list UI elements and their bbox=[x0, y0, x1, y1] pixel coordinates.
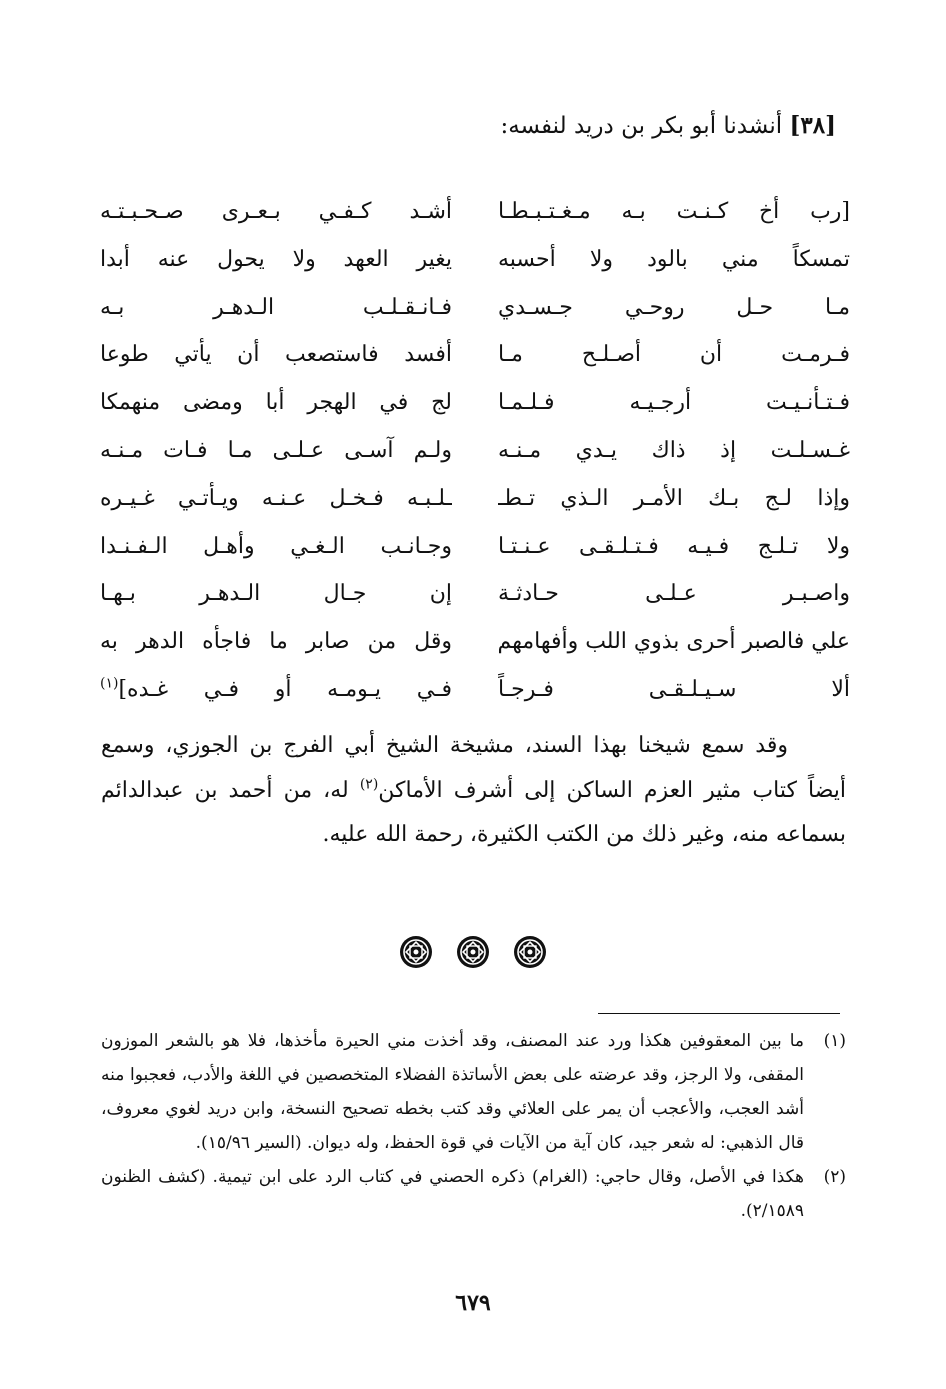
poem-line: وقل من صابر ما فاجأه الدهر به bbox=[100, 629, 452, 655]
footnote-text: ما بين المعقوفين هكذا ورد عند المصنف، وقد أخذت مني الحيرة مأخذها، فلا هو بالشعر الموزون المقفى، ولا الرجز، وقد عرضته على بعض الأساتذة الفضلاء المتخصصين في اللغة والأدب، فعجبوا منه أشد العجب، والأعجب أن يمر على العلائي وقد كتب بخطه تصحيح النسخة، وابن دريد لغوي معروف، قال الذهبي: له شعر جيد، كان آية من الآيات في قوة الحفظ، وله ديوان. (السير ١٥/٩٦). bbox=[101, 1031, 804, 1153]
poem-line: غـسـلـت إذ ذاك يـدي مـنـه bbox=[498, 437, 850, 463]
body-paragraph bbox=[101, 724, 846, 858]
paragraph-text-1: وقد سمع شيخنا بهذا السند، مشيخة الشيخ أبي الفرج بن الجوزي، وسمع أيضاً كتاب مثير العزم الساكن إلى أشرف الأماكن bbox=[101, 733, 847, 803]
poem-line: ألا سـيـلـقـى فـرجـاً bbox=[498, 676, 850, 702]
poem-line: لج في الهجر أبا ومضى منهمكا bbox=[100, 390, 452, 416]
poem-line: تمسكاً مني بالود ولا أحسبه bbox=[498, 246, 850, 272]
ornament-divider bbox=[398, 932, 548, 972]
page-number: ٦٧٩ bbox=[455, 1290, 491, 1316]
poem-line: واصـبـر عـلـى حـادثـة bbox=[498, 581, 850, 607]
section-title: أنشدنا أبو بكر بن دريد لنفسه: bbox=[500, 113, 783, 139]
poem-line: علي فالصبر أحرى بذوي اللب وأفهامهم bbox=[498, 629, 850, 655]
ornament-icon bbox=[398, 934, 434, 970]
poem-line: وجـانـب الـغـي وأهـل الـفـنـدا bbox=[100, 533, 452, 559]
poem-line: إن جـال الـدهـر بـهـا bbox=[100, 581, 452, 607]
poem-line: أشـد كـفـي بـعـرى صـحـبـتـه bbox=[100, 199, 452, 224]
footnotes bbox=[101, 1024, 846, 1228]
poem-line: ـلـبـه فـخـل عـنـه ويـأتـي غـيـره bbox=[100, 485, 452, 511]
section-heading bbox=[106, 106, 836, 146]
poem-line: فـتـأنـيـت أرجـيـه فـلـمـا bbox=[498, 390, 850, 416]
poem-right-column bbox=[498, 188, 850, 714]
poem-line-text: فـي يـومـه أو فـي غـده] bbox=[118, 676, 452, 702]
section-number: [٣٨] bbox=[789, 112, 836, 139]
poem-line: ولا تـلـج فـيـه فـتـلـقـى عـنـتـا bbox=[498, 533, 850, 559]
poem-line: فـانـقـلـب الـدهـر بـه bbox=[100, 294, 452, 320]
poem-line: [رب أخ كـنـت بـه مـغـتـبـطـا bbox=[498, 199, 850, 224]
footnote bbox=[101, 1024, 846, 1160]
footnote-ref-1[interactable]: (١) bbox=[100, 675, 119, 692]
footnote-number: (٢) bbox=[823, 1167, 846, 1187]
ornament-icon bbox=[455, 934, 491, 970]
poem-line: أفسد فاستصعب أن يأتي طوعا bbox=[100, 342, 452, 368]
poem-line: وإذا لـج بـك الأمـر الـذي تـطـ bbox=[498, 485, 850, 511]
footnote-number: (١) bbox=[823, 1031, 846, 1051]
paragraph-text-2: له، من أحمد بن عبدالدائم بسماعه منه، وغير ذلك من الكتب الكثيرة، رحمة الله عليه. bbox=[101, 777, 846, 847]
footnote-ref-2[interactable]: (٢) bbox=[359, 776, 379, 793]
poem-line: مـا حـل روحـي جـسـدي bbox=[498, 294, 850, 320]
footnote-text: هكذا في الأصل، وقال حاجي: (الغرام) ذكره الحصني في كتاب الرد على ابن تيمية. (كشف الظنون ٢/١٥٨٩). bbox=[101, 1167, 804, 1221]
poem-line-last bbox=[100, 666, 452, 714]
poem-line: يغير العهد ولا يحول عنه أبدا bbox=[100, 246, 452, 272]
ornament-icon bbox=[512, 934, 548, 970]
poem-line: فـرمـت أن أصـلـح مـا bbox=[498, 342, 850, 368]
poem-line: ولـم آسـى عـلـى مـا فـات مـنـه bbox=[100, 437, 452, 463]
poem bbox=[100, 188, 850, 708]
footnote bbox=[101, 1160, 846, 1228]
footnote-separator bbox=[598, 1013, 840, 1014]
poem-left-column bbox=[100, 188, 452, 714]
